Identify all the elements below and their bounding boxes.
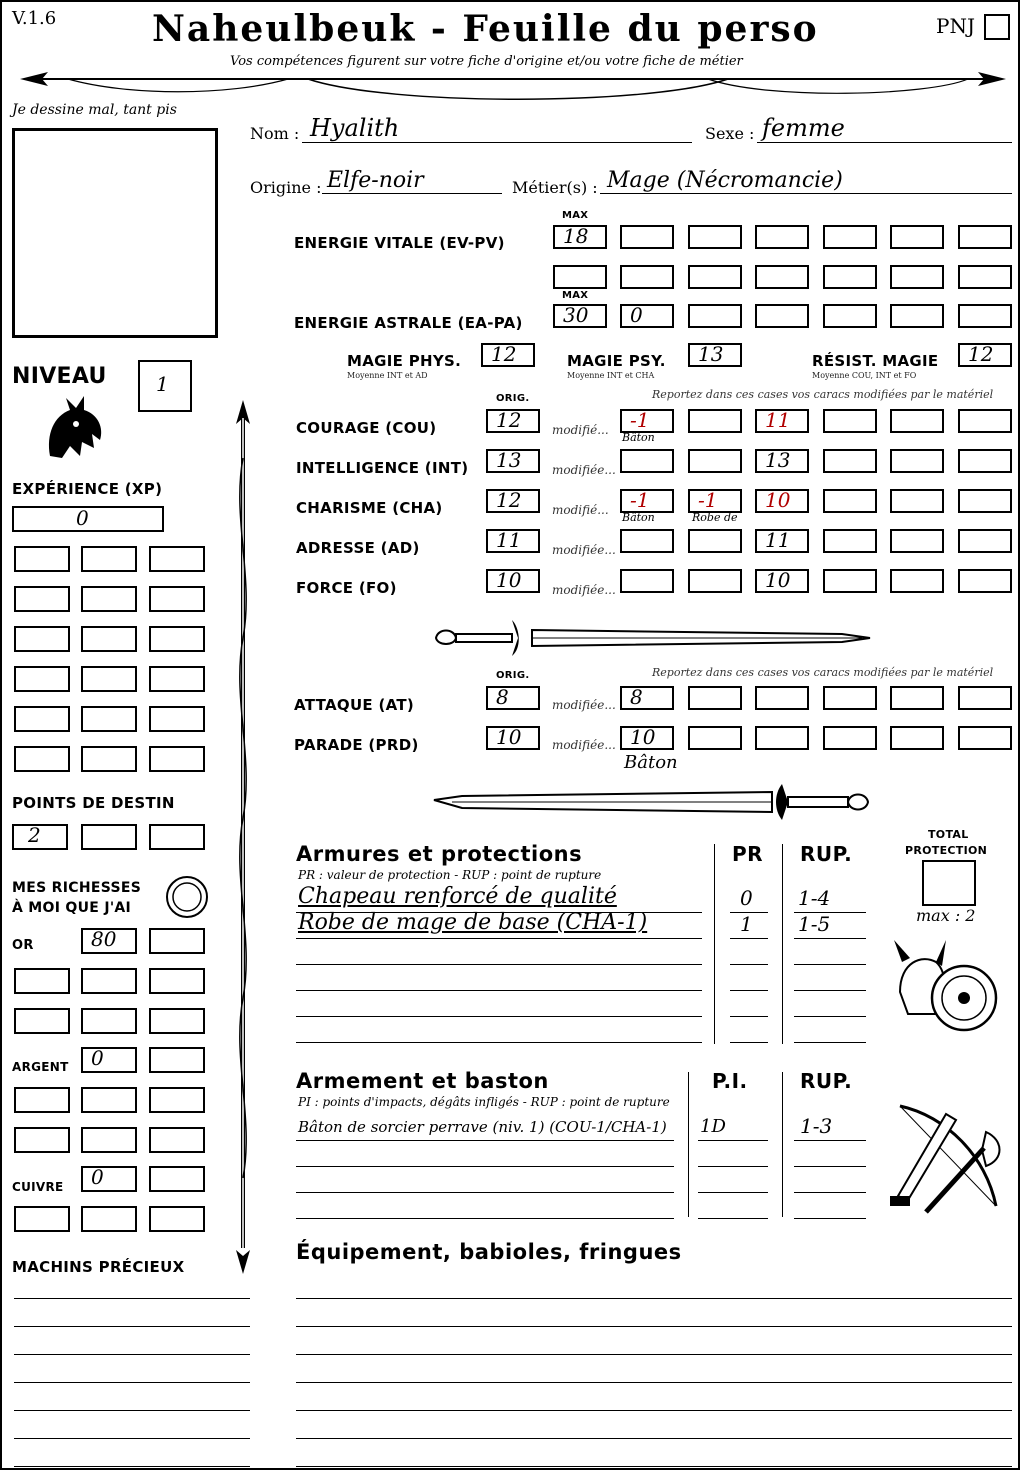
machins-line-5 [14, 1438, 250, 1439]
coin-icon [164, 874, 210, 920]
prd-modif-label: modifiée... [552, 738, 616, 752]
or-extra-1-1[interactable] [81, 1008, 137, 1034]
carac-box-1-4[interactable] [890, 449, 944, 473]
armure-rup-0[interactable]: 1-4 [798, 886, 831, 910]
armure-name-0[interactable]: Chapeau renforcé de qualité [298, 884, 617, 909]
ea-box-2[interactable] [688, 304, 742, 328]
armement-col-pi: P.I. [712, 1069, 748, 1093]
argent-extra-1-2[interactable] [149, 1127, 205, 1153]
carac-box-4-2[interactable] [755, 569, 809, 593]
arme-pi-line-0 [698, 1140, 768, 1141]
armure-rup-line-1 [794, 938, 866, 939]
prd-box-4[interactable] [890, 726, 944, 750]
carac-note-2-1: Bâton [622, 511, 655, 524]
carac-box-2-0-value: -1 [630, 488, 650, 512]
xp-box-1-0[interactable] [14, 586, 70, 612]
carac-box-3-2-value: 11 [765, 528, 791, 552]
cuivre-label: CUIVRE [12, 1180, 64, 1194]
sexe-value[interactable]: femme [762, 114, 845, 142]
carac-box-0-1[interactable] [688, 409, 742, 433]
ea-box-3[interactable] [755, 304, 809, 328]
carac-box-0-4[interactable] [890, 409, 944, 433]
ev-max-label: MAX [562, 210, 589, 221]
origine-value[interactable]: Elfe-noir [327, 168, 424, 193]
equip-line-6 [296, 1466, 1012, 1467]
equip-line-0 [296, 1298, 1012, 1299]
arme-line-1 [296, 1166, 674, 1167]
weapons-icon [886, 1096, 1008, 1218]
ea-box-1[interactable] [620, 304, 674, 328]
cuivre-extra-2[interactable] [149, 1206, 205, 1232]
richesses-label-1: MES RICHESSES [12, 880, 142, 896]
at-modif-label: modifiée... [552, 698, 616, 712]
ea-box-6[interactable] [958, 304, 1012, 328]
or-box[interactable] [81, 928, 137, 954]
carac-box-1-0[interactable] [620, 449, 674, 473]
nom-line [302, 142, 692, 143]
ev-box-0[interactable] [553, 225, 607, 249]
nom-label: Nom : [250, 124, 300, 143]
carac-orig-box-3-value: 11 [496, 528, 522, 552]
equip-line-4 [296, 1410, 1012, 1411]
sexe-label: Sexe : [705, 124, 755, 143]
armement-col-rup: RUP. [800, 1069, 853, 1093]
arme-rup-line-0 [794, 1140, 866, 1141]
prd-box-2[interactable] [755, 726, 809, 750]
argent-label: ARGENT [12, 1060, 69, 1074]
carac-orig-box-1[interactable] [486, 449, 540, 473]
prd-note: Bâton [624, 752, 678, 773]
prd-box-5[interactable] [958, 726, 1012, 750]
carac-box-0-5[interactable] [958, 409, 1012, 433]
carac-box-3-5[interactable] [958, 529, 1012, 553]
carac-modif-label-3: modifiée... [552, 543, 616, 557]
armure-name-1[interactable]: Robe de mage de base (CHA-1) [298, 910, 648, 935]
destin-box-1[interactable] [12, 824, 68, 850]
carac-box-1-1[interactable] [688, 449, 742, 473]
ea-box-0-value: 30 [563, 303, 589, 327]
xp-box-4-0[interactable] [14, 706, 70, 732]
armement-note: PI : points d'impacts, dégâts infligés - RUP : point de rupture [298, 1095, 670, 1109]
pnj-label: PNJ [936, 14, 975, 38]
ev-label: ENERGIE VITALE (EV-PV) [294, 234, 505, 252]
total-protection-box[interactable] [922, 860, 976, 906]
destin-value: 2 [28, 823, 41, 847]
machins-line-6 [14, 1466, 250, 1467]
carac-note-2-2: Robe de [692, 511, 738, 524]
carac-box-4-2-value: 10 [765, 568, 791, 592]
destin-box-2[interactable] [81, 824, 137, 850]
resist-magie-value: 12 [968, 342, 994, 366]
carac-note-0-1: Bâton [622, 431, 655, 444]
armures-sep-2 [782, 844, 783, 1044]
carac-modif-label-1: modifiée... [552, 463, 616, 477]
ea-box-4[interactable] [823, 304, 877, 328]
ev2-box-6[interactable] [958, 265, 1012, 289]
armure-rup-line-2 [794, 964, 866, 965]
ev-box-3[interactable] [755, 225, 809, 249]
carac-box-2-1[interactable] [688, 489, 742, 513]
armure-pr-1[interactable]: 1 [740, 912, 753, 936]
argent-extra-0-1[interactable] [81, 1087, 137, 1113]
staff-icon [228, 398, 258, 1278]
niveau-box[interactable] [138, 360, 192, 412]
ev-box-2[interactable] [688, 225, 742, 249]
machins-line-0 [14, 1298, 250, 1299]
carac-orig-box-3[interactable] [486, 529, 540, 553]
xp-label: EXPÉRIENCE (XP) [12, 480, 163, 498]
carac-box-0-2[interactable] [755, 409, 809, 433]
xp-box-2-1[interactable] [81, 626, 137, 652]
page-title: Naheulbeuk - Feuille du perso [152, 8, 819, 50]
carac-box-0-0[interactable] [620, 409, 674, 433]
arme-line-3 [296, 1218, 674, 1219]
argent-extra-1-0[interactable] [14, 1127, 70, 1153]
resist-magie-note: Moyenne COU, INT et FO [812, 371, 917, 380]
destin-label: POINTS DE DESTIN [12, 794, 175, 812]
armures-col-rup: RUP. [800, 842, 853, 866]
carac-orig-box-2[interactable] [486, 489, 540, 513]
page-subtitle: Vos compétences figurent sur votre fiche d'origine et/ou votre fiche de métier [230, 54, 743, 69]
xp-box-3-1[interactable] [81, 666, 137, 692]
ea-box-1-value: 0 [630, 303, 643, 327]
or-box-value: 80 [91, 927, 117, 951]
carac-box-1-3[interactable] [823, 449, 877, 473]
dragon-icon [40, 394, 108, 464]
arme-line-0 [296, 1140, 674, 1141]
carac-label-2: CHARISME (CHA) [296, 499, 443, 517]
prd-orig-value: 10 [496, 725, 522, 749]
spear-divider-icon [8, 66, 1018, 102]
cuivre-extra-0[interactable] [14, 1206, 70, 1232]
combat-report-note: Reportez dans ces cases vos caracs modifiées par le matériel [652, 666, 994, 679]
origine-line [322, 193, 502, 194]
equipement-title: Équipement, babioles, fringues [296, 1240, 682, 1264]
armure-pr-line-2 [730, 964, 768, 965]
at-box-0-value: 8 [630, 685, 643, 709]
magie-phys-value: 12 [491, 342, 517, 366]
carac-box-2-4[interactable] [890, 489, 944, 513]
armure-rup-line-5 [794, 1042, 866, 1043]
carac-box-2-1-value: -1 [698, 488, 718, 512]
prd-box-0[interactable] [620, 726, 674, 750]
or-extra-1-0[interactable] [14, 1008, 70, 1034]
armure-rup-1[interactable]: 1-5 [798, 912, 831, 936]
armement-sep-2 [782, 1072, 783, 1217]
version-label: V.1.6 [12, 8, 57, 29]
carac-box-1-2-value: 13 [765, 448, 791, 472]
carac-box-1-2[interactable] [755, 449, 809, 473]
xp-box-4-1[interactable] [81, 706, 137, 732]
carac-label-0: COURAGE (COU) [296, 419, 437, 437]
arme-rup-line-3 [794, 1218, 866, 1219]
or-label: OR [12, 938, 34, 953]
cuivre-box-2[interactable] [149, 1166, 205, 1192]
carac-box-0-0-value: -1 [630, 408, 650, 432]
richesses-label-2: À MOI QUE J'AI [12, 900, 132, 916]
ev2-box-3[interactable] [755, 265, 809, 289]
armure-pr-0[interactable]: 0 [740, 886, 753, 910]
arme-name-0[interactable]: Bâton de sorcier perrave (niv. 1) (COU-1/CHA-1) [298, 1118, 667, 1136]
carac-box-4-5[interactable] [958, 569, 1012, 593]
cuivre-box-value: 0 [91, 1165, 104, 1189]
at-box-2[interactable] [755, 686, 809, 710]
magie-phys-box[interactable] [481, 343, 535, 367]
niveau-label: NIVEAU [12, 364, 107, 389]
arme-rup-0[interactable]: 1-3 [800, 1114, 833, 1138]
armement-title: Armement et baston [296, 1069, 549, 1093]
xp-value: 0 [76, 506, 89, 530]
carac-box-3-0[interactable] [620, 529, 674, 553]
carac-box-3-2[interactable] [755, 529, 809, 553]
armure-rup-line-4 [794, 1016, 866, 1017]
ev-box-0-value: 18 [563, 224, 589, 248]
ev2-box-5[interactable] [890, 265, 944, 289]
armure-pr-line-1 [730, 938, 768, 939]
armure-line-4 [296, 1016, 702, 1017]
carac-orig-box-4[interactable] [486, 569, 540, 593]
xp-box-2-0[interactable] [14, 626, 70, 652]
carac-modif-label-4: modifiée... [552, 583, 616, 597]
pnj-checkbox[interactable] [984, 14, 1010, 40]
or-extra-1-2[interactable] [149, 1008, 205, 1034]
sword-icon-2 [432, 780, 874, 824]
ev2-box-4[interactable] [823, 265, 877, 289]
ev-box-5[interactable] [890, 225, 944, 249]
arme-pi-line-2 [698, 1192, 768, 1193]
carac-orig-box-2-value: 12 [496, 488, 522, 512]
xp-box-5-0[interactable] [14, 746, 70, 772]
nom-value[interactable]: Hyalith [310, 114, 400, 142]
or-box-2[interactable] [149, 928, 205, 954]
ev-box-4[interactable] [823, 225, 877, 249]
resist-magie-label: RÉSIST. MAGIE [812, 352, 939, 370]
machins-line-1 [14, 1326, 250, 1327]
sexe-line [757, 142, 1012, 143]
carac-label-1: INTELLIGENCE (INT) [296, 459, 469, 477]
resist-magie-box[interactable] [958, 343, 1012, 367]
prd-orig-box[interactable] [486, 726, 540, 750]
carac-box-2-0[interactable] [620, 489, 674, 513]
metier-value[interactable]: Mage (Nécromancie) [607, 168, 843, 193]
magie-psy-box[interactable] [688, 343, 742, 367]
at-label: ATTAQUE (AT) [294, 696, 415, 714]
xp-box-3-0[interactable] [14, 666, 70, 692]
argent-extra-1-1[interactable] [81, 1127, 137, 1153]
prd-label: PARADE (PRD) [294, 736, 419, 754]
carac-orig-box-0-value: 12 [496, 408, 522, 432]
magie-psy-value: 13 [698, 342, 724, 366]
ea-max-label: MAX [562, 290, 589, 301]
xp-box-0-1[interactable] [81, 546, 137, 572]
xp-box-3-2[interactable] [149, 666, 205, 692]
prd-box-1[interactable] [688, 726, 742, 750]
arme-pi-line-1 [698, 1166, 768, 1167]
xp-box-0-2[interactable] [149, 546, 205, 572]
metier-label: Métier(s) : [512, 178, 598, 197]
armure-line-3 [296, 990, 702, 991]
equip-line-5 [296, 1438, 1012, 1439]
armure-rup-line-3 [794, 990, 866, 991]
armures-title: Armures et protections [296, 842, 583, 866]
carac-box-3-4[interactable] [890, 529, 944, 553]
xp-box-1-1[interactable] [81, 586, 137, 612]
magie-phys-label: MAGIE PHYS. [347, 352, 462, 370]
prd-box-3[interactable] [823, 726, 877, 750]
carac-box-2-3[interactable] [823, 489, 877, 513]
carac-label-3: ADRESSE (AD) [296, 539, 420, 557]
carac-box-3-1[interactable] [688, 529, 742, 553]
or-extra-0-1[interactable] [81, 968, 137, 994]
carac-box-0-3[interactable] [823, 409, 877, 433]
cuivre-box[interactable] [81, 1166, 137, 1192]
caracs-report-note: Reportez dans ces cases vos caracs modifiées par le matériel [652, 388, 994, 401]
ev-box-6[interactable] [958, 225, 1012, 249]
sword-icon [432, 614, 874, 658]
argent-box[interactable] [81, 1047, 137, 1073]
carac-box-2-5[interactable] [958, 489, 1012, 513]
at-box-5[interactable] [958, 686, 1012, 710]
arme-pi-line-3 [698, 1218, 768, 1219]
carac-box-4-1[interactable] [688, 569, 742, 593]
or-extra-0-0[interactable] [14, 968, 70, 994]
combat-orig-label: ORIG. [496, 670, 530, 681]
armure-line-2 [296, 964, 702, 965]
origine-label: Origine : [250, 178, 322, 197]
carac-modif-label-0: modifié... [552, 423, 609, 437]
machins-line-2 [14, 1354, 250, 1355]
armement-sep-1 [688, 1072, 689, 1217]
carac-label-4: FORCE (FO) [296, 579, 397, 597]
arme-line-2 [296, 1192, 674, 1193]
at-box-4[interactable] [890, 686, 944, 710]
xp-box-0-0[interactable] [14, 546, 70, 572]
equip-line-3 [296, 1382, 1012, 1383]
total-label-2: PROTECTION [905, 844, 988, 857]
carac-box-2-2[interactable] [755, 489, 809, 513]
armures-sep-1 [714, 844, 715, 1044]
total-label-1: TOTAL [928, 828, 969, 841]
portrait-caption: Je dessine mal, tant pis [12, 102, 177, 118]
argent-box-2[interactable] [149, 1047, 205, 1073]
carac-box-3-3[interactable] [823, 529, 877, 553]
ev2-box-2[interactable] [688, 265, 742, 289]
machins-label: MACHINS PRÉCIEUX [12, 1258, 185, 1276]
carac-orig-box-0[interactable] [486, 409, 540, 433]
argent-box-value: 0 [91, 1046, 104, 1070]
destin-box-3[interactable] [149, 824, 205, 850]
or-extra-0-2[interactable] [149, 968, 205, 994]
armure-pr-line-4 [730, 1016, 768, 1017]
armure-line-5 [296, 1042, 702, 1043]
metier-line [600, 193, 1012, 194]
arme-rup-line-2 [794, 1192, 866, 1193]
at-orig-box[interactable] [486, 686, 540, 710]
carac-box-1-5[interactable] [958, 449, 1012, 473]
carac-box-4-3[interactable] [823, 569, 877, 593]
carac-orig-box-1-value: 13 [496, 448, 522, 472]
xp-box[interactable] [12, 506, 164, 532]
machins-line-3 [14, 1382, 250, 1383]
ev2-box-0[interactable] [553, 265, 607, 289]
carac-modif-label-2: modifié... [552, 503, 609, 517]
ea-label: ENERGIE ASTRALE (EA-PA) [294, 314, 523, 332]
arme-pi-0[interactable]: 1D [700, 1116, 726, 1137]
helmet-shield-icon [892, 932, 1002, 1042]
armure-pr-line-3 [730, 990, 768, 991]
xp-box-1-2[interactable] [149, 586, 205, 612]
cuivre-extra-1[interactable] [81, 1206, 137, 1232]
xp-box-4-2[interactable] [149, 706, 205, 732]
niveau-value: 1 [156, 372, 169, 396]
argent-extra-0-0[interactable] [14, 1087, 70, 1113]
at-box-3[interactable] [823, 686, 877, 710]
carac-box-4-0[interactable] [620, 569, 674, 593]
equip-line-1 [296, 1326, 1012, 1327]
carac-box-0-2-value: 11 [765, 408, 791, 432]
xp-box-5-2[interactable] [149, 746, 205, 772]
ea-box-0[interactable] [553, 304, 607, 328]
armure-pr-line-5 [730, 1042, 768, 1043]
ea-box-5[interactable] [890, 304, 944, 328]
magie-psy-label: MAGIE PSY. [567, 352, 666, 370]
machins-line-4 [14, 1410, 250, 1411]
xp-box-5-1[interactable] [81, 746, 137, 772]
at-box-1[interactable] [688, 686, 742, 710]
equip-line-2 [296, 1354, 1012, 1355]
at-orig-value: 8 [496, 685, 509, 709]
portrait-box[interactable] [12, 128, 218, 338]
xp-box-2-2[interactable] [149, 626, 205, 652]
armure-line-1 [296, 938, 702, 939]
ev-box-1[interactable] [620, 225, 674, 249]
max-note: max : 2 [916, 906, 976, 925]
caracs-orig-label: ORIG. [496, 393, 530, 404]
carac-box-2-2-value: 10 [765, 488, 791, 512]
carac-box-4-4[interactable] [890, 569, 944, 593]
prd-box-0-value: 10 [630, 725, 656, 749]
carac-orig-box-4-value: 10 [496, 568, 522, 592]
argent-extra-0-2[interactable] [149, 1087, 205, 1113]
at-box-0[interactable] [620, 686, 674, 710]
magie-psy-note: Moyenne INT et CHA [567, 371, 655, 380]
armures-note: PR : valeur de protection - RUP : point de rupture [298, 868, 602, 882]
ev2-box-1[interactable] [620, 265, 674, 289]
armures-col-pr: PR [732, 842, 764, 866]
magie-phys-note: Moyenne INT et AD [347, 371, 428, 380]
arme-rup-line-1 [794, 1166, 866, 1167]
